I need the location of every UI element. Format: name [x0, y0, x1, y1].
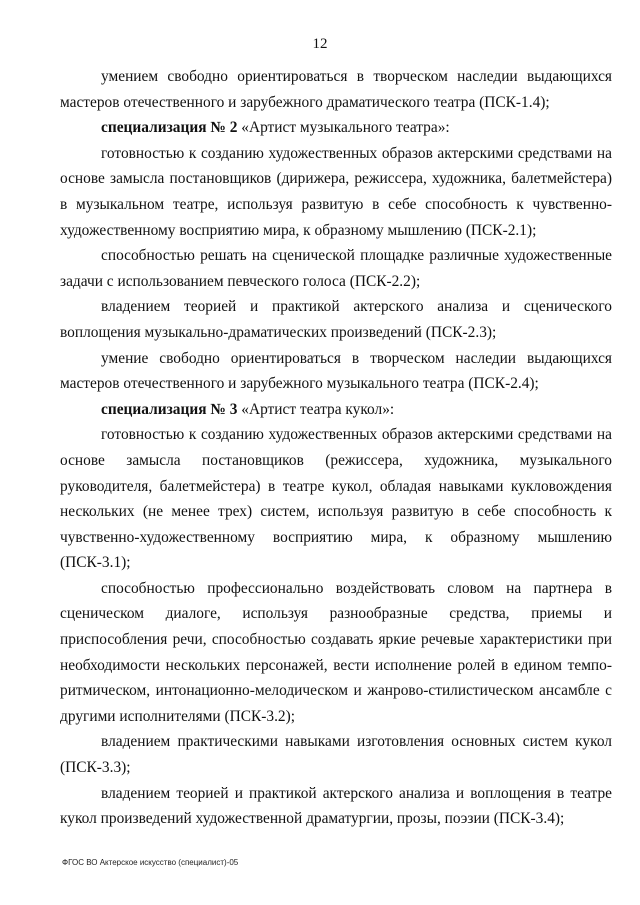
specialization-label: специализация № 3: [101, 400, 238, 418]
specialization-title: «Артист театра кукол»:: [237, 400, 395, 418]
page-number: 12: [312, 36, 328, 52]
paragraph-text: готовностью к созданию художественных образов актерскими средствами на основе замысла постановщиков (дирижера, режиссера, художника, балетмейстера) в музыкальном театре, используя развитую в себе способность к чувственно-художественному восприятию мира, к образному мышлению (ПСК-2.1);: [60, 144, 612, 239]
paragraph: [60, 781, 612, 832]
paragraph-text: умением свободно ориентироваться в творческом наследии выдающихся мастеров отечественного и зарубежного драматического театра (ПСК-1.4);: [60, 68, 612, 111]
paragraph: [60, 576, 612, 730]
paragraph-text: способностью решать на сценической площадке различные художественные задачи с использованием певческого голоса (ПСК-2.2);: [60, 247, 612, 290]
paragraph: [60, 141, 612, 243]
paragraph: [60, 729, 612, 780]
specialization-heading: [60, 115, 612, 141]
specialization-title: «Артист музыкального театра»:: [237, 119, 450, 137]
paragraph-text: способностью профессионально воздействовать словом на партнера в сценическом диалоге, используя разнообразные средства, приемы и приспособления речи, способностью создавать яркие речевые характеристики при необходимости нескольких персонажей, вести исполнение ролей в едином темпо-ритмическом, интонационно-мелодическом и жанрово-стилистическом ансамбле с другими исполнителями (ПСК-3.2);: [60, 579, 612, 725]
paragraph-text: владением теорией и практикой актерского анализа и сценического воплощения музыкально-драматических произведений (ПСК-2.3);: [60, 298, 612, 341]
paragraph-text: владением практическими навыками изготовления основных систем кукол (ПСК-3.3);: [60, 733, 612, 777]
document-body: [60, 64, 612, 832]
specialization-heading: [60, 397, 612, 423]
paragraph: [60, 346, 612, 397]
paragraph-text: умение свободно ориентироваться в творческом наследии выдающихся мастеров отечественного и зарубежного музыкального театра (ПСК-2.4);: [60, 349, 612, 393]
document-footer: ФГОС ВО Актерское искусство (специалист)-05: [62, 858, 239, 867]
paragraph-text: готовностью к созданию художественных образов актерскими средствами на основе замысла постановщиков (режиссера, художника, музыкального руководителя, балетмейстера) в театре кукол, обладая навыками кукловождения нескольких (не менее трех) систем, используя развитую в себе способность к чувственно-художественному восприятию мира, к образному мышлению (ПСК-3.1);: [60, 426, 612, 572]
paragraph-text: владением теорией и практикой актерского анализа и воплощения в театре кукол произведений художественной драматургии, прозы, поэзии (ПСК-3.4);: [60, 784, 612, 828]
paragraph: [60, 64, 612, 115]
paragraph: [60, 243, 612, 294]
specialization-label: специализация № 2: [101, 119, 238, 137]
paragraph: [60, 422, 612, 576]
paragraph: [60, 294, 612, 345]
